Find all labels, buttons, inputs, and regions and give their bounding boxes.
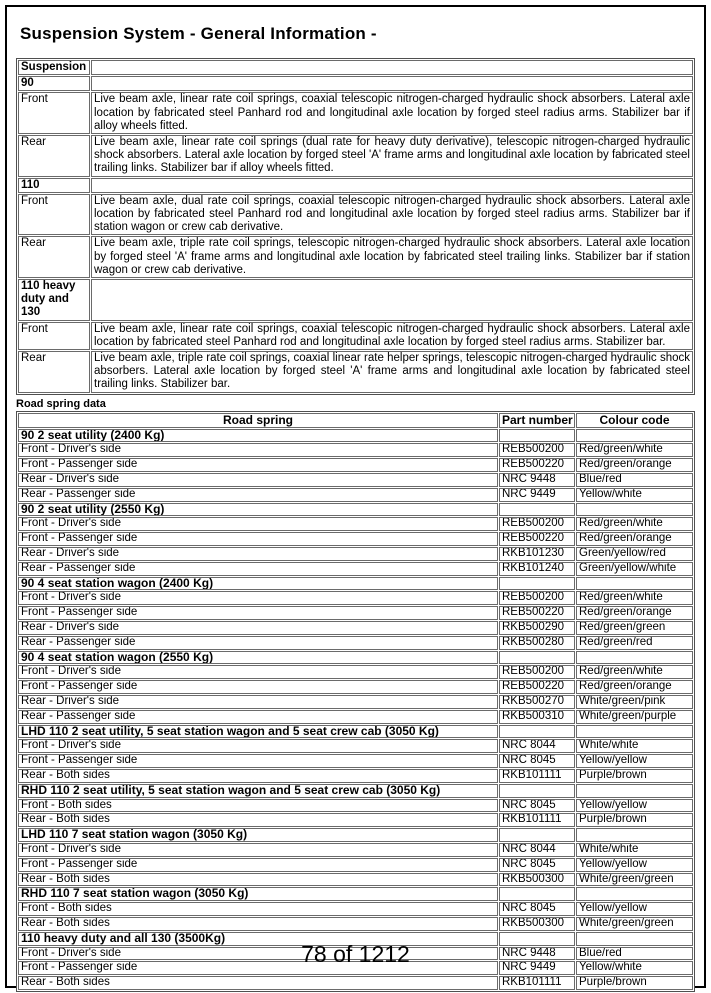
road-spring-cell: Front - Driver's side — [18, 665, 498, 679]
table-row — [18, 562, 693, 576]
part-number-cell — [499, 887, 575, 901]
colour-code-cell: Red/green/white — [576, 665, 693, 679]
part-number-cell: NRC 8045 — [499, 754, 575, 768]
part-number-cell: RKB500300 — [499, 917, 575, 931]
table-row — [18, 606, 693, 620]
road-spring-cell: Front - Both sides — [18, 902, 498, 916]
suspension-header-empty-cell — [91, 60, 693, 75]
colour-code-cell: Blue/red — [576, 947, 693, 961]
table-row — [18, 858, 693, 872]
table-row — [18, 591, 693, 605]
road-spring-cell: 90 2 seat utility (2400 Kg) — [18, 429, 498, 443]
row-description-cell: Live beam axle, triple rate coil springs, coaxial linear rate helper springs, telescopic nitrogen-charged hydraulic shock absorbers. Lateral axle location by forged steel 'A' frame arms and longitudinal axle location by fabricated steel trailing links. Stabilizer bar. — [91, 351, 693, 393]
road-spring-cell: Front - Passenger side — [18, 680, 498, 694]
road-spring-cell: Front - Driver's side — [18, 947, 498, 961]
table-row — [18, 739, 693, 753]
table-row — [18, 887, 693, 901]
part-number-cell: RKB101111 — [499, 976, 575, 990]
part-number-cell: REB500220 — [499, 680, 575, 694]
colour-code-cell: Red/green/red — [576, 636, 693, 650]
table-row — [18, 135, 693, 177]
table-row — [18, 636, 693, 650]
road-spring-cell: Front - Passenger side — [18, 532, 498, 546]
row-label-cell: Rear — [18, 135, 90, 177]
row-description-cell — [91, 279, 693, 321]
part-number-cell: RKB500290 — [499, 621, 575, 635]
road-spring-cell: Rear - Driver's side — [18, 473, 498, 487]
table-row — [18, 725, 693, 739]
table-row — [18, 503, 693, 517]
road-spring-cell: 110 heavy duty and all 130 (3500Kg) — [18, 932, 498, 946]
colour-code-cell: Yellow/white — [576, 961, 693, 975]
colour-code-cell: Red/green/white — [576, 443, 693, 457]
page-title: Suspension System - General Information - — [20, 24, 377, 43]
colour-code-cell — [576, 651, 693, 665]
row-description-cell: Live beam axle, linear rate coil springs, coaxial telescopic nitrogen-charged hydraulic shock absorbers. Lateral axle location by fabricated steel Panhard rod and longitudinal axle location by forged steel radius arms. Stabilizer bar if alloy wheels fitted. — [91, 92, 693, 134]
row-label-cell: 110 — [18, 178, 90, 193]
part-number-cell: REB500220 — [499, 606, 575, 620]
part-number-cell: NRC 8045 — [499, 799, 575, 813]
suspension-table-body — [18, 60, 693, 393]
road-spring-cell: 90 4 seat station wagon (2400 Kg) — [18, 577, 498, 591]
row-label-cell: 110 heavy duty and 130 — [18, 279, 90, 321]
table-row — [18, 194, 693, 236]
table-row — [18, 532, 693, 546]
row-label-cell: Rear — [18, 351, 90, 393]
part-number-column-header: Part number — [499, 413, 575, 428]
part-number-cell: RKB500280 — [499, 636, 575, 650]
table-row — [18, 547, 693, 561]
row-label-cell: Front — [18, 92, 90, 134]
part-number-cell: NRC 9448 — [499, 473, 575, 487]
part-number-cell: RKB101240 — [499, 562, 575, 576]
part-number-cell — [499, 429, 575, 443]
table-row — [18, 843, 693, 857]
part-number-cell: REB500200 — [499, 443, 575, 457]
colour-code-cell — [576, 503, 693, 517]
road-spring-cell: Front - Passenger side — [18, 458, 498, 472]
table-row — [18, 443, 693, 457]
road-spring-cell: Front - Driver's side — [18, 843, 498, 857]
table-row — [18, 178, 693, 193]
table-row — [18, 680, 693, 694]
colour-code-cell — [576, 429, 693, 443]
road-spring-cell: Rear - Passenger side — [18, 488, 498, 502]
table-row — [18, 813, 693, 827]
colour-code-cell: Yellow/yellow — [576, 754, 693, 768]
road-spring-cell: Rear - Both sides — [18, 769, 498, 783]
road-spring-table — [16, 411, 695, 992]
part-number-cell: NRC 8045 — [499, 858, 575, 872]
table-row — [18, 754, 693, 768]
colour-code-cell — [576, 577, 693, 591]
part-number-cell: RKB101230 — [499, 547, 575, 561]
row-description-cell: Live beam axle, linear rate coil springs, coaxial telescopic nitrogen-charged hydraulic shock absorbers. Lateral axle location by fabricated steel Panhard rod and longitudinal axle location by forged steel radius arms. Stabilizer bar. — [91, 322, 693, 350]
table-row — [18, 621, 693, 635]
road-spring-column-header: Road spring — [18, 413, 498, 428]
colour-code-cell — [576, 887, 693, 901]
table-row — [18, 92, 693, 134]
part-number-cell — [499, 651, 575, 665]
table-row — [18, 473, 693, 487]
colour-code-cell: Yellow/yellow — [576, 799, 693, 813]
part-number-cell: REB500200 — [499, 665, 575, 679]
part-number-cell: REB500200 — [499, 591, 575, 605]
suspension-header-row — [18, 60, 693, 75]
colour-code-cell: Red/green/green — [576, 621, 693, 635]
row-description-cell: Live beam axle, triple rate coil springs, telescopic nitrogen-charged hydraulic shock absorbers. Lateral axle location by forged steel 'A' frame arms and longitudinal axle location by fabricated steel trailing links. Stabilizer bar if station wagon or crew cab derivative. — [91, 236, 693, 278]
road-spring-cell: Front - Driver's side — [18, 517, 498, 531]
road-spring-cell: Front - Driver's side — [18, 591, 498, 605]
table-row — [18, 665, 693, 679]
table-row — [18, 902, 693, 916]
road-spring-cell: Front - Passenger side — [18, 858, 498, 872]
part-number-cell: NRC 8044 — [499, 843, 575, 857]
table-row — [18, 784, 693, 798]
colour-code-cell — [576, 828, 693, 842]
part-number-cell — [499, 725, 575, 739]
road-spring-cell: LHD 110 7 seat station wagon (3050 Kg) — [18, 828, 498, 842]
part-number-cell — [499, 503, 575, 517]
road-spring-cell: Front - Both sides — [18, 799, 498, 813]
road-spring-cell: Rear - Driver's side — [18, 547, 498, 561]
table-row — [18, 577, 693, 591]
road-spring-cell: LHD 110 2 seat utility, 5 seat station wagon and 5 seat crew cab (3050 Kg) — [18, 725, 498, 739]
table-row — [18, 799, 693, 813]
colour-code-cell: White/green/green — [576, 917, 693, 931]
table-row — [18, 651, 693, 665]
part-number-cell: REB500220 — [499, 532, 575, 546]
colour-code-cell: Green/yellow/white — [576, 562, 693, 576]
colour-code-cell: Blue/red — [576, 473, 693, 487]
colour-code-cell: Red/green/orange — [576, 458, 693, 472]
row-label-cell: 90 — [18, 76, 90, 91]
table-row — [18, 917, 693, 931]
table-row — [18, 488, 693, 502]
part-number-cell: NRC 9448 — [499, 947, 575, 961]
colour-code-cell — [576, 784, 693, 798]
colour-code-cell: White/green/pink — [576, 695, 693, 709]
table-row — [18, 76, 693, 91]
part-number-cell — [499, 828, 575, 842]
page-content — [16, 7, 695, 992]
road-spring-cell: Rear - Both sides — [18, 917, 498, 931]
part-number-cell: RKB500310 — [499, 710, 575, 724]
road-spring-cell: RHD 110 2 seat utility, 5 seat station wagon and 5 seat crew cab (3050 Kg) — [18, 784, 498, 798]
colour-code-cell: Red/green/white — [576, 517, 693, 531]
colour-code-cell: Purple/brown — [576, 976, 693, 990]
suspension-table — [16, 58, 695, 395]
row-label-cell: Rear — [18, 236, 90, 278]
row-label-cell: Front — [18, 194, 90, 236]
table-row — [18, 769, 693, 783]
road-spring-cell: Rear - Passenger side — [18, 636, 498, 650]
road-spring-cell: Rear - Driver's side — [18, 621, 498, 635]
road-spring-cell: Front - Passenger side — [18, 606, 498, 620]
colour-code-cell: Purple/brown — [576, 769, 693, 783]
part-number-cell: RKB500300 — [499, 873, 575, 887]
colour-code-cell: Yellow/yellow — [576, 858, 693, 872]
road-spring-cell: Front - Passenger side — [18, 961, 498, 975]
row-description-cell: Live beam axle, linear rate coil springs (dual rate for heavy duty derivative), telescopic nitrogen-charged hydraulic shock absorbers. Lateral axle location by forged steel 'A' frame arms and longitudinal axle location by fabricated steel trailing links. Stabilizer bar if alloy wheels fitted. — [91, 135, 693, 177]
table-row — [18, 429, 693, 443]
road-spring-cell: Rear - Passenger side — [18, 710, 498, 724]
colour-code-cell: White/white — [576, 739, 693, 753]
road-spring-data-caption: Road spring data — [16, 397, 106, 410]
table-row — [18, 695, 693, 709]
colour-code-cell: White/green/purple — [576, 710, 693, 724]
page-indicator: 78 of 1212 — [301, 941, 410, 967]
table-row — [18, 236, 693, 278]
table-row — [18, 351, 693, 393]
part-number-cell: NRC 8045 — [499, 902, 575, 916]
suspension-header-cell: Suspension — [18, 60, 90, 75]
table-row — [18, 873, 693, 887]
table-row — [18, 458, 693, 472]
table-row — [18, 710, 693, 724]
row-description-cell — [91, 76, 693, 91]
road-spring-cell: Rear - Passenger side — [18, 562, 498, 576]
part-number-cell: RKB101111 — [499, 769, 575, 783]
part-number-cell: NRC 9449 — [499, 488, 575, 502]
part-number-cell: RKB500270 — [499, 695, 575, 709]
road-spring-cell: Rear - Both sides — [18, 873, 498, 887]
row-description-cell: Live beam axle, dual rate coil springs, coaxial telescopic nitrogen-charged hydraulic shock absorbers. Lateral axle location by fabricated steel Panhard rod and longitudinal axle location by forged steel radius arms. Stabilizer bar if station wagon or crew cab derivative. — [91, 194, 693, 236]
road-spring-cell: Front - Driver's side — [18, 443, 498, 457]
colour-code-cell: Yellow/yellow — [576, 902, 693, 916]
colour-code-column-header: Colour code — [576, 413, 693, 428]
colour-code-cell: Green/yellow/red — [576, 547, 693, 561]
table-row — [18, 976, 693, 990]
part-number-cell — [499, 784, 575, 798]
part-number-cell — [499, 577, 575, 591]
part-number-cell: REB500200 — [499, 517, 575, 531]
row-label-cell: Front — [18, 322, 90, 350]
part-number-cell: RKB101111 — [499, 813, 575, 827]
road-spring-cell: Rear - Both sides — [18, 976, 498, 990]
road-spring-table-body — [18, 413, 693, 990]
part-number-cell: NRC 8044 — [499, 739, 575, 753]
road-spring-cell: Rear - Both sides — [18, 813, 498, 827]
colour-code-cell: Red/green/white — [576, 591, 693, 605]
part-number-cell: NRC 9449 — [499, 961, 575, 975]
colour-code-cell: Red/green/orange — [576, 532, 693, 546]
road-spring-cell: Rear - Driver's side — [18, 695, 498, 709]
table-row — [18, 828, 693, 842]
table-row — [18, 322, 693, 350]
colour-code-cell: White/white — [576, 843, 693, 857]
row-description-cell — [91, 178, 693, 193]
colour-code-cell: Purple/brown — [576, 813, 693, 827]
table-row — [18, 517, 693, 531]
table-row — [18, 279, 693, 321]
colour-code-cell: Red/green/orange — [576, 606, 693, 620]
colour-code-cell: Yellow/white — [576, 488, 693, 502]
road-spring-cell: Front - Driver's side — [18, 739, 498, 753]
road-spring-cell: RHD 110 7 seat station wagon (3050 Kg) — [18, 887, 498, 901]
road-spring-cell: Front - Passenger side — [18, 754, 498, 768]
colour-code-cell: Red/green/orange — [576, 680, 693, 694]
colour-code-cell: White/green/green — [576, 873, 693, 887]
colour-code-cell — [576, 725, 693, 739]
road-spring-cell: 90 4 seat station wagon (2550 Kg) — [18, 651, 498, 665]
road-spring-header-row — [18, 413, 693, 428]
part-number-cell: REB500220 — [499, 458, 575, 472]
road-spring-cell: 90 2 seat utility (2550 Kg) — [18, 503, 498, 517]
